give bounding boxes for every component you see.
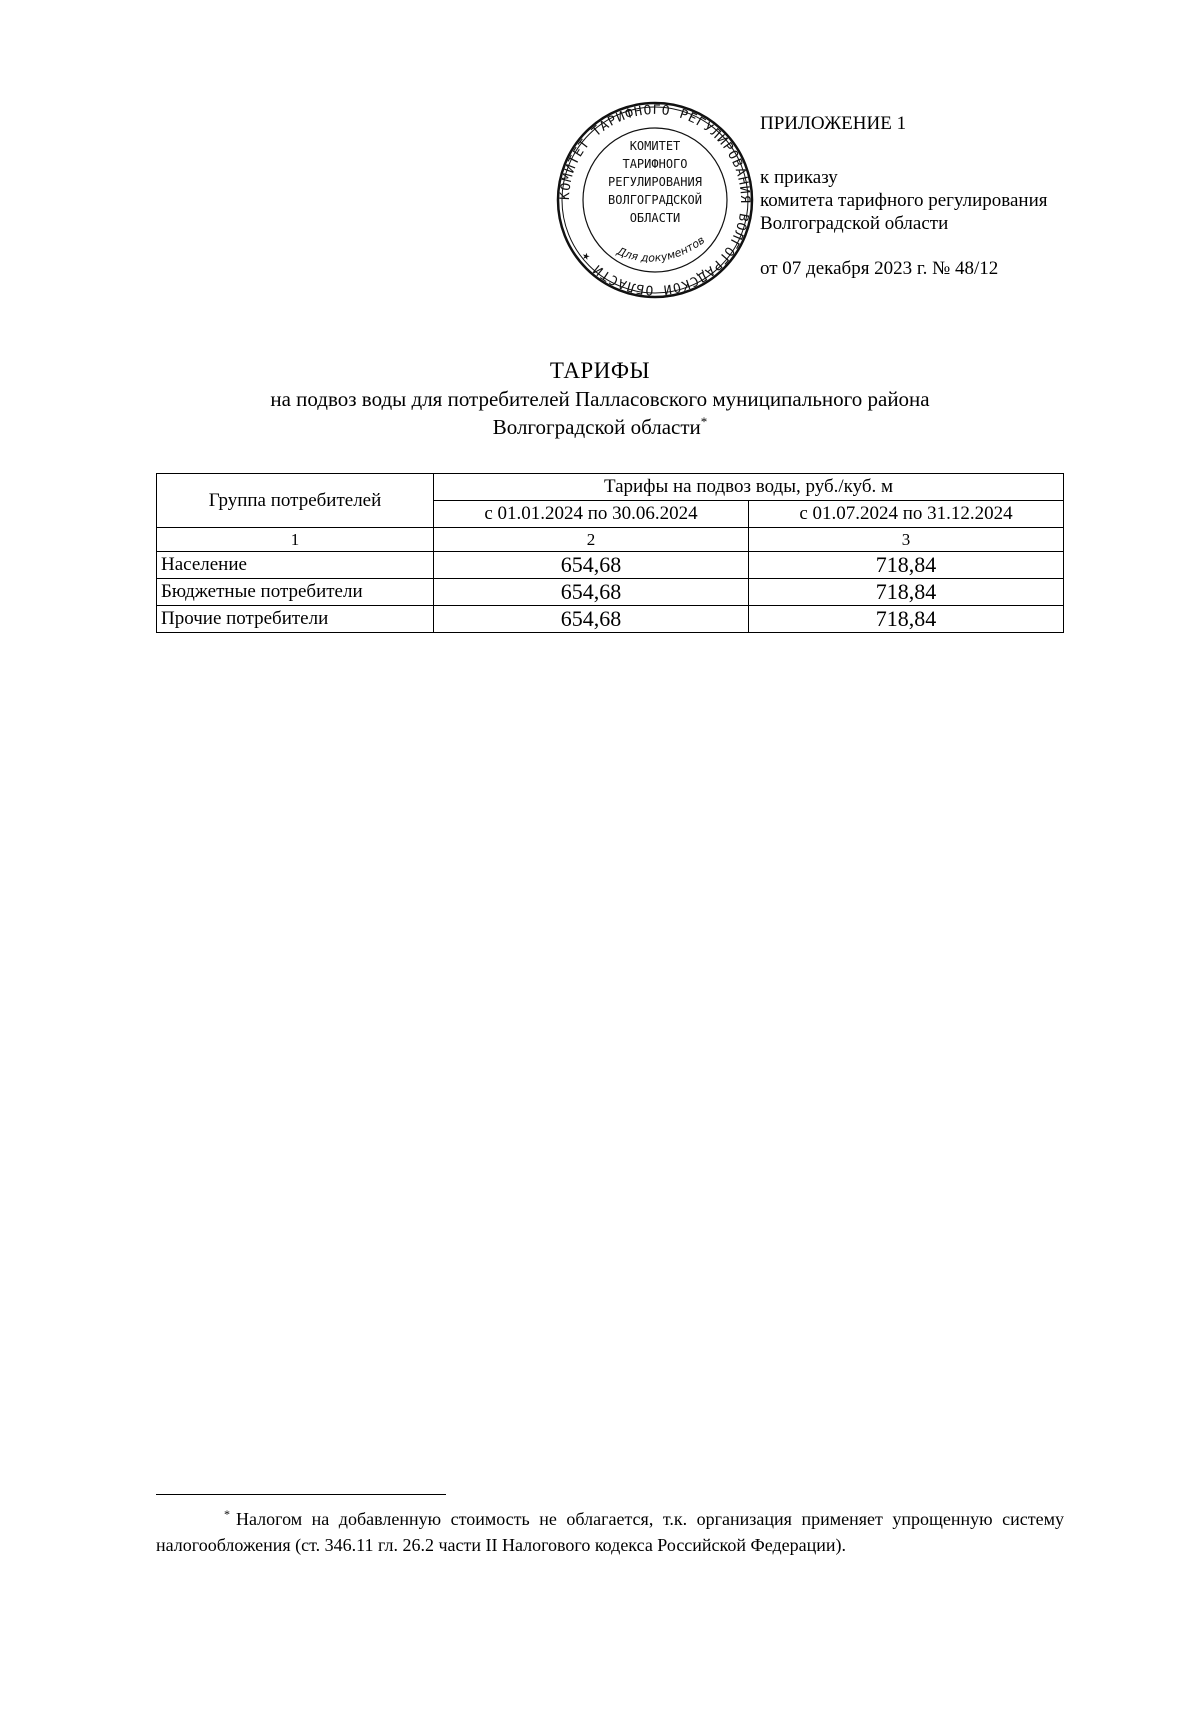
consumer-group-cell: Население <box>157 552 434 579</box>
tariff-table <box>156 473 1064 633</box>
document-subtitle: на подвоз воды для потребителей Палласовского муниципального района <box>270 387 930 411</box>
appendix-title: ПРИЛОЖЕНИЕ 1 <box>760 113 907 134</box>
footnote <box>156 1506 1064 1558</box>
svg-text:Для документов <box>614 233 707 264</box>
header-period-1: с 01.01.2024 по 30.06.2024 <box>434 501 749 528</box>
header-consumer-group: Группа потребителей <box>157 474 434 528</box>
stamp-line: ОБЛАСТИ <box>629 211 681 225</box>
footnote-mark: * <box>224 1507 230 1521</box>
stamp-line: ВОЛГОГРАДСКОЙ <box>608 193 702 207</box>
tariff-period-1-cell: 654,68 <box>434 579 749 606</box>
header-period-2: с 01.07.2024 по 31.12.2024 <box>749 501 1064 528</box>
official-stamp <box>555 100 755 300</box>
stamp-outer-text: КОМИТЕТ ТАРИФНОГО РЕГУЛИРОВАНИЯ ВОЛГОГРАДСКОЙ ОБЛАСТИ ★ <box>557 102 753 298</box>
document-title: ТАРИФЫ <box>549 358 651 383</box>
stamp-line: РЕГУЛИРОВАНИЯ <box>608 175 702 189</box>
tariff-period-2-cell: 718,84 <box>749 579 1064 606</box>
stamp-line: КОМИТЕТ <box>629 139 681 153</box>
tariff-period-2-cell: 718,84 <box>749 606 1064 633</box>
footnote-text: Налогом на добавленную стоимость не облагается, т.к. организация применяет упрощенную систему налогообложения (ст. 346.11 гл. 26.2 части II Налогового кодекса Российской Федерации). <box>156 1509 1064 1555</box>
appendix-order-ref: к приказу <box>760 167 838 188</box>
column-number: 3 <box>749 528 1064 552</box>
consumer-group-cell: Бюджетные потребители <box>157 579 434 606</box>
footnote-reference-mark: * <box>700 414 708 429</box>
footnote-separator <box>156 1494 446 1495</box>
stamp-line: ТАРИФНОГО <box>622 157 688 171</box>
column-number: 1 <box>157 528 434 552</box>
document-subtitle-region <box>0 413 1200 441</box>
table-row <box>157 606 1064 633</box>
column-number-row <box>157 528 1064 552</box>
appendix-committee: комитета тарифного регулирования <box>760 190 1048 211</box>
consumer-group-cell: Прочие потребители <box>157 606 434 633</box>
document-title-block <box>0 357 1200 441</box>
tariff-period-1-cell: 654,68 <box>434 552 749 579</box>
column-number: 2 <box>434 528 749 552</box>
tariff-period-1-cell: 654,68 <box>434 606 749 633</box>
table-row <box>157 579 1064 606</box>
tariff-period-2-cell: 718,84 <box>749 552 1064 579</box>
stamp-bottom-text: Для документов <box>614 233 708 265</box>
region-name: Волгоградской области <box>492 415 701 439</box>
header-tariffs: Тарифы на подвоз воды, руб./куб. м <box>434 474 1064 501</box>
appendix-date-number: от 07 декабря 2023 г. № 48/12 <box>760 258 999 279</box>
table-row <box>157 552 1064 579</box>
appendix-region: Волгоградской области <box>760 213 949 234</box>
